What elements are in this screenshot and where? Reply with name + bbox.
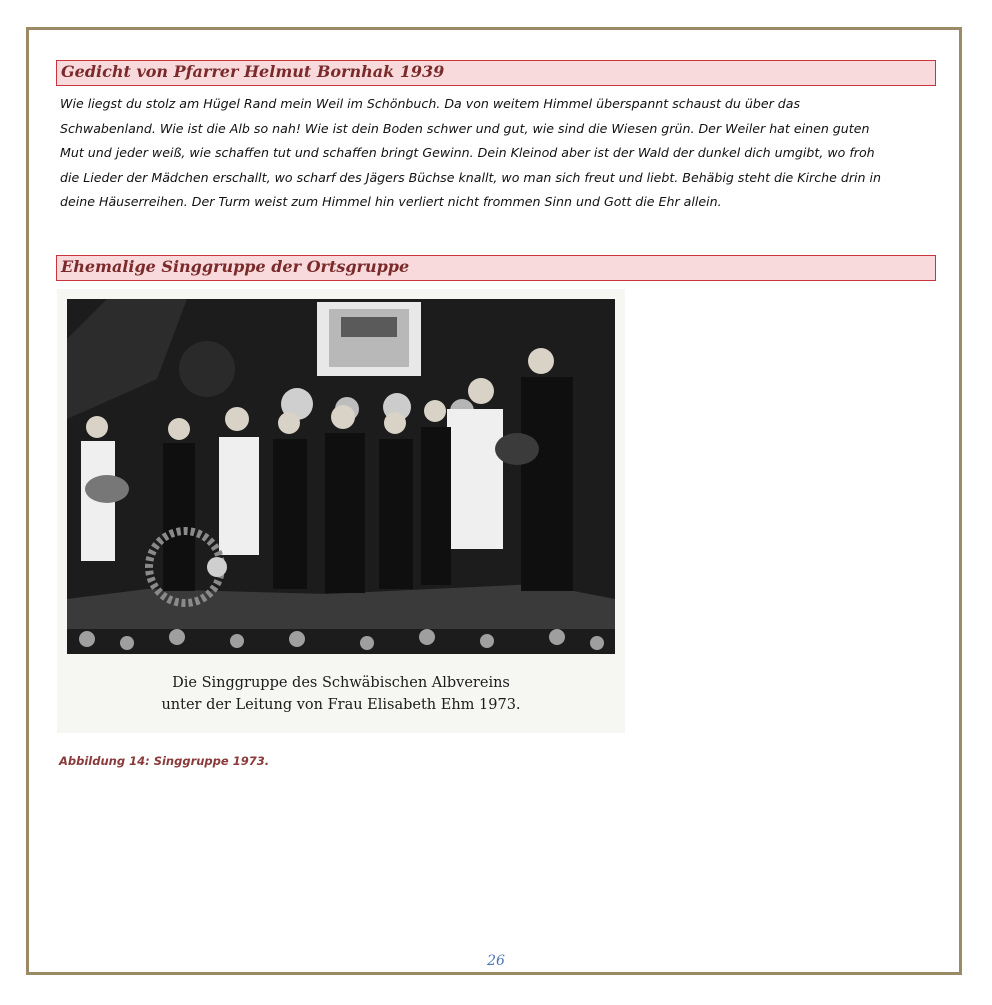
poem-line: Schwabenland. Wie ist die Alb so nah! Wie ist dein Boden schwer und gut, wie sind die Wiesen grün. Der Weiler hat einen guten <box>60 120 870 136</box>
poem-line: Wie liegst du stolz am Hügel Rand mein Weil im Schönbuch. Da von weitem Himmel überspannt schaust du über das <box>60 96 801 111</box>
page-number: 26 <box>487 953 505 969</box>
poem-line: deine Häuserreihen. Der Turm weist zum Himmel hin verliert nicht frommen Sinn und Gott die Ehr allein. <box>60 194 722 209</box>
poem-text <box>60 92 940 215</box>
figure-caption: Abbildung 14: Singgruppe 1973. <box>59 754 270 768</box>
section-heading-poem-text: Gedicht von Pfarrer Helmut Bornhak 1939 <box>61 62 445 81</box>
section-heading-singgruppe <box>56 255 936 281</box>
section-heading-singgruppe-text: Ehemalige Singgruppe der Ortsgruppe <box>61 257 410 276</box>
poem-line: die Lieder der Mädchen erschallt, wo scharf des Jägers Büchse knallt, wo man sich freut und liebt. Behäbig steht die Kirche drin in <box>60 169 882 185</box>
section-heading-poem <box>56 60 936 86</box>
photo-caption-line: unter der Leitung von Frau Elisabeth Ehm 1973. <box>161 697 521 713</box>
poem-line: Mut und jeder weiß, wie schaffen tut und schaffen bringt Gewinn. Dein Kleinod aber ist der Wald der dunkel dich umgibt, wo froh <box>60 145 875 160</box>
singgruppe-photo <box>67 299 615 654</box>
singgruppe-photo-illustration <box>67 299 615 654</box>
photo-caption-line: Die Singgruppe des Schwäbischen Albvereins <box>172 675 510 691</box>
singgruppe-photo-card <box>57 289 625 733</box>
